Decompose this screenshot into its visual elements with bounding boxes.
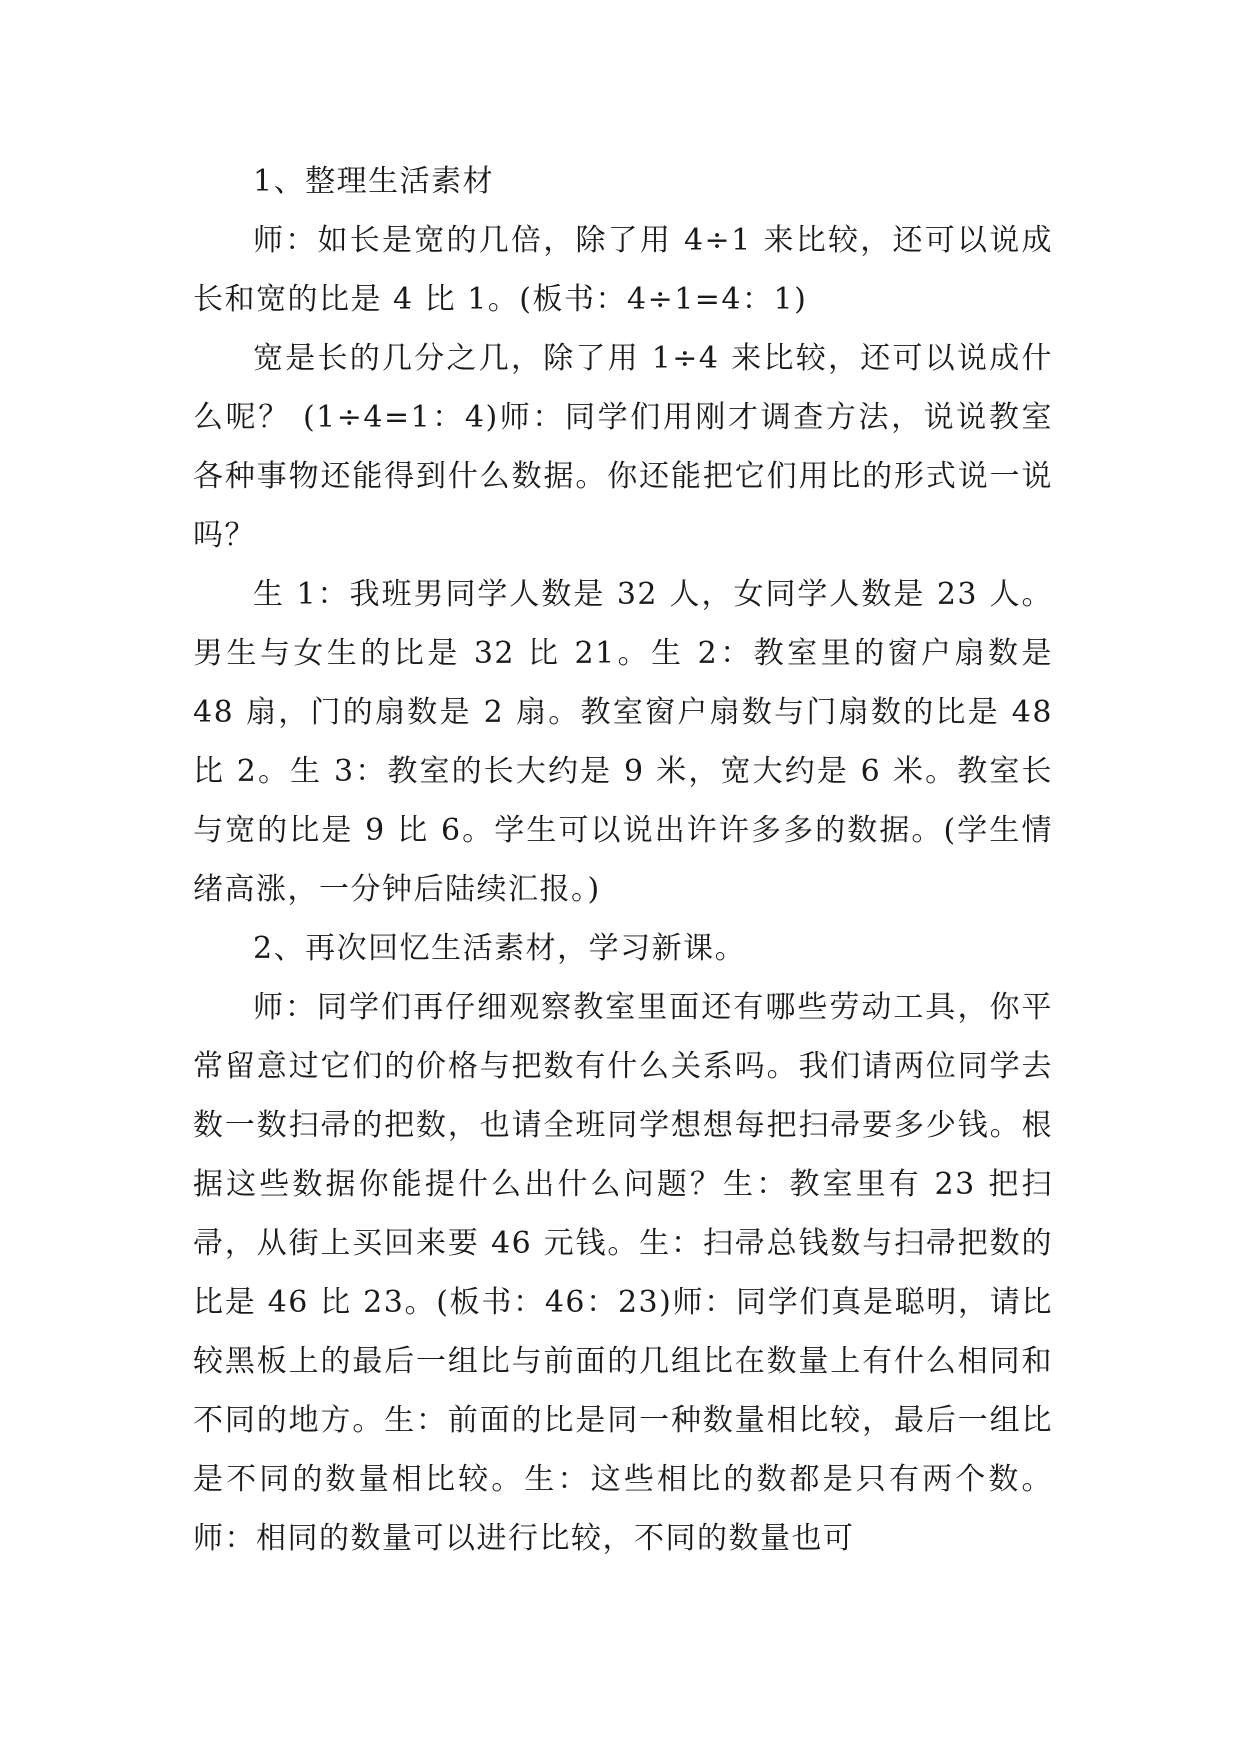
document-body (193, 152, 1053, 1568)
paragraph: 生 1：我班男同学人数是 32 人，女同学人数是 23 人。男生与女生的比是 32 比 21。生 2：教室里的窗户扇数是 48 扇，门的扇数是 2 扇。教室窗户扇数与门扇数的比是 48 比 2。生 3：教室的长大约是 9 米，宽大约是 6 米。教室长与宽的比是 9 比 6。学生可以说出许许多多的数据。(学生情绪高涨，一分钟后陆续汇报。) (193, 577, 1053, 907)
paragraph: 师：同学们再仔细观察教室里面还有哪些劳动工具，你平常留意过它们的价格与把数有什么关系吗。我们请两位同学去数一数扫帚的把数，也请全班同学想想每把扫帚要多少钱。根据这些数据你能提什么出什么问题？生：教室里有 23 把扫帚，从街上买回来要 46 元钱。生：扫帚总钱数与扫帚把数的比是 46 比 23。(板书：46：23)师：同学们真是聪明，请比较黑板上的最后一组比与前面的几组比在数量上有什么相同和不同的地方。生：前面的比是同一种数量相比较，最后一组比是不同的数量相比较。生：这些相比的数都是只有两个数。师：相同的数量可以进行比较，不同的数量也可 (193, 990, 1053, 1556)
paragraph: 师：如长是宽的几倍，除了用 4÷1 来比较，还可以说成长和宽的比是 4 比 1。(板书：4÷1=4：1) (193, 223, 1053, 317)
paragraph: 宽是长的几分之几，除了用 1÷4 来比较，还可以说成什么呢？ (1÷4=1：4)师：同学们用刚才调查方法，说说教室各种事物还能得到什么数据。你还能把它们用比的形式说一说吗？ (193, 341, 1053, 553)
section-heading-2: 2、再次回忆生活素材，学习新课。 (253, 931, 747, 966)
section-heading-1: 1、整理生活素材 (253, 164, 495, 199)
